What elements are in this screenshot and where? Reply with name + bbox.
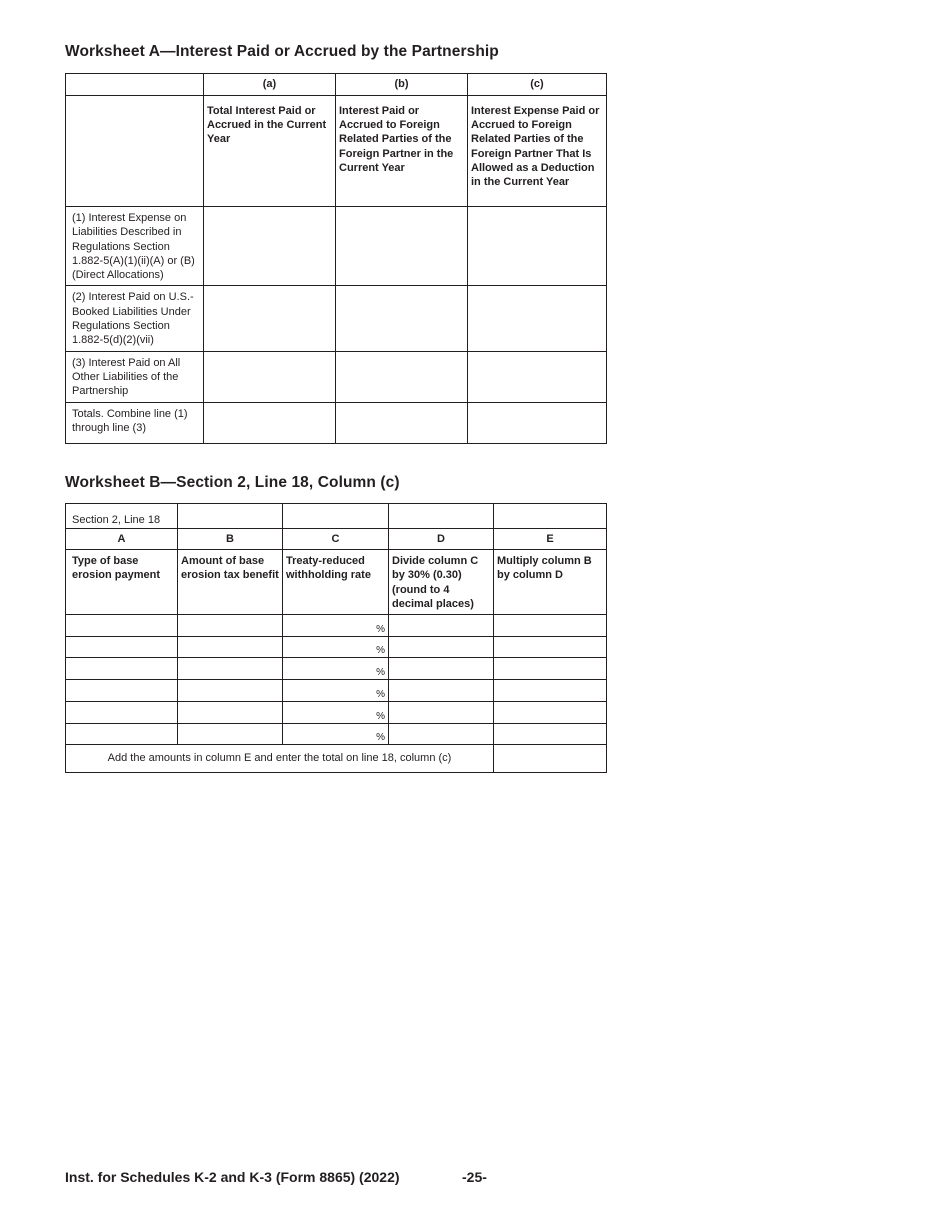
- input-cell[interactable]: [389, 637, 494, 658]
- input-cell[interactable]: [66, 615, 178, 637]
- percent-cell[interactable]: %: [283, 680, 389, 702]
- column-letter-a: A: [66, 529, 178, 550]
- footer-text: Inst. for Schedules K-2 and K-3 (Form 8865) (2022): [65, 1169, 400, 1185]
- column-letter-d: D: [389, 529, 494, 550]
- input-cell[interactable]: [178, 724, 283, 745]
- percent-cell[interactable]: %: [283, 637, 389, 658]
- input-cell[interactable]: [178, 637, 283, 658]
- input-cell[interactable]: [204, 207, 336, 286]
- input-cell[interactable]: [66, 680, 178, 702]
- input-cell[interactable]: [66, 658, 178, 680]
- input-cell[interactable]: [178, 504, 283, 529]
- input-cell[interactable]: [178, 615, 283, 637]
- input-cell[interactable]: [494, 504, 607, 529]
- column-letter-a: (a): [204, 74, 336, 96]
- input-cell[interactable]: [204, 351, 336, 402]
- input-cell[interactable]: [494, 680, 607, 702]
- column-header-c: Interest Expense Paid or Accrued to Foreign Related Parties of the Foreign Partner That Is Allowed as a Deduction in the Current Year: [468, 96, 607, 207]
- percent-cell[interactable]: %: [283, 702, 389, 724]
- blank-cell: [66, 74, 204, 96]
- input-cell[interactable]: [66, 724, 178, 745]
- input-cell[interactable]: [66, 702, 178, 724]
- input-cell[interactable]: [494, 702, 607, 724]
- row-label-1: (1) Interest Expense on Liabilities Described in Regulations Section 1.882-5(A)(1)(ii)(A) or (B) (Direct Allocations): [66, 207, 204, 286]
- column-letter-c: C: [283, 529, 389, 550]
- input-cell[interactable]: [66, 637, 178, 658]
- input-cell[interactable]: [389, 504, 494, 529]
- percent-cell[interactable]: %: [283, 615, 389, 637]
- input-cell[interactable]: [468, 351, 607, 402]
- input-cell[interactable]: [178, 680, 283, 702]
- input-cell[interactable]: [204, 402, 336, 443]
- page-number: -25-: [462, 1169, 487, 1185]
- column-letter-b: (b): [336, 74, 468, 96]
- row-label-2: (2) Interest Paid on U.S.-Booked Liabilities Under Regulations Section 1.882-5(d)(2)(vii): [66, 286, 204, 351]
- input-cell[interactable]: [494, 658, 607, 680]
- input-cell[interactable]: [494, 637, 607, 658]
- column-header-e: Multiply column B by column D: [494, 550, 607, 615]
- percent-cell[interactable]: %: [283, 658, 389, 680]
- input-cell[interactable]: [389, 615, 494, 637]
- input-cell[interactable]: [178, 702, 283, 724]
- input-cell[interactable]: [336, 402, 468, 443]
- column-letter-b: B: [178, 529, 283, 550]
- column-header-b: Interest Paid or Accrued to Foreign Related Parties of the Foreign Partner in the Current Year: [336, 96, 468, 207]
- column-header-b: Amount of base erosion tax benefit: [178, 550, 283, 615]
- column-header-a: Total Interest Paid or Accrued in the Current Year: [204, 96, 336, 207]
- input-cell[interactable]: [494, 615, 607, 637]
- input-cell[interactable]: [178, 658, 283, 680]
- column-header-a: Type of base erosion payment: [66, 550, 178, 615]
- worksheet-b-table: [65, 503, 607, 773]
- input-cell[interactable]: [336, 207, 468, 286]
- input-cell[interactable]: [283, 504, 389, 529]
- percent-cell[interactable]: %: [283, 724, 389, 745]
- input-cell[interactable]: [468, 286, 607, 351]
- input-cell[interactable]: [336, 286, 468, 351]
- worksheet-a-title: Worksheet A—Interest Paid or Accrued by the Partnership: [65, 43, 499, 60]
- total-input-cell[interactable]: [494, 745, 607, 773]
- section-label: Section 2, Line 18: [66, 504, 178, 529]
- total-instruction: Add the amounts in column E and enter the total on line 18, column (c): [66, 745, 494, 773]
- blank-cell: [66, 96, 204, 207]
- input-cell[interactable]: [389, 658, 494, 680]
- input-cell[interactable]: [204, 286, 336, 351]
- column-header-d: Divide column C by 30% (0.30) (round to 4 decimal places): [389, 550, 494, 615]
- input-cell[interactable]: [494, 724, 607, 745]
- row-label-3: (3) Interest Paid on All Other Liabilities of the Partnership: [66, 351, 204, 402]
- input-cell[interactable]: [468, 402, 607, 443]
- input-cell[interactable]: [336, 351, 468, 402]
- column-header-c: Treaty-reduced withholding rate: [283, 550, 389, 615]
- input-cell[interactable]: [468, 207, 607, 286]
- column-letter-c: (c): [468, 74, 607, 96]
- input-cell[interactable]: [389, 724, 494, 745]
- input-cell[interactable]: [389, 702, 494, 724]
- input-cell[interactable]: [389, 680, 494, 702]
- column-letter-e: E: [494, 529, 607, 550]
- row-label-totals: Totals. Combine line (1) through line (3): [66, 402, 204, 443]
- worksheet-b-title: Worksheet B—Section 2, Line 18, Column (c): [65, 474, 400, 491]
- worksheet-a-table: [65, 73, 607, 444]
